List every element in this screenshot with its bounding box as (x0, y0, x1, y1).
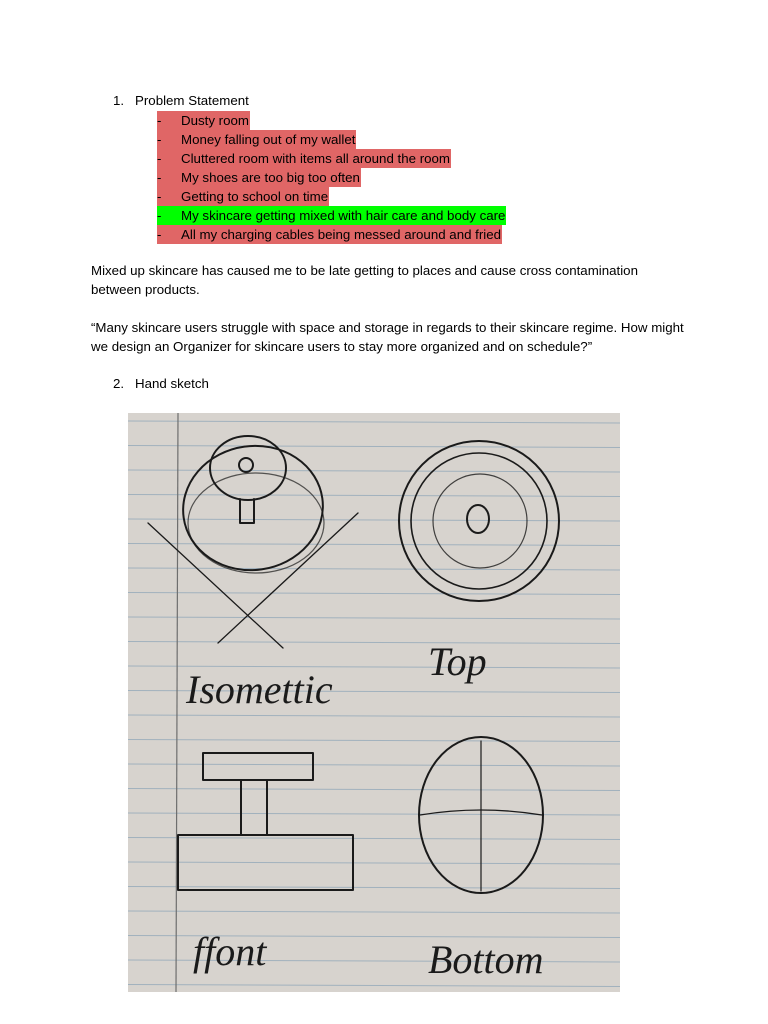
highlight (157, 206, 506, 225)
section-2-number: 2. (113, 376, 125, 391)
list-item-text: Cluttered room with items all around the room (181, 151, 451, 166)
rule-line (128, 421, 620, 423)
label-top: Top (428, 639, 487, 684)
list-item (157, 206, 506, 225)
rule-line (128, 470, 620, 472)
rule-line (128, 544, 620, 546)
hmw-statement: “Many skincare users struggle with space and storage in regards to their skincare regime. How might we design an Organizer for skincare users to stay more organized and on schedule?” (91, 320, 684, 354)
rule-line (128, 887, 620, 889)
rule-line (128, 764, 620, 766)
highlight (157, 225, 502, 244)
label-front: ffont (193, 929, 267, 974)
list-item-text: My shoes are too big too often (181, 170, 360, 185)
list-item (157, 187, 506, 206)
isometric-view (148, 436, 358, 648)
list-item (157, 130, 506, 149)
rule-line (128, 813, 620, 815)
list-item-text: All my charging cables being messed around and fried (181, 227, 502, 242)
list-item-text: Dusty room (181, 113, 249, 128)
highlight (157, 168, 361, 187)
section-1-number: 1. (113, 93, 125, 108)
list-item-text: My skincare getting mixed with hair care and body care (181, 208, 506, 223)
list-item (157, 111, 506, 130)
section-1-heading (113, 91, 249, 110)
front-view (178, 753, 353, 890)
list-item (157, 225, 506, 244)
list-item (157, 149, 506, 168)
rule-line (128, 838, 620, 840)
bullet-dash: - (157, 113, 162, 128)
highlight (157, 111, 250, 130)
label-isometric: Isomettic (186, 667, 333, 712)
hand-sketch-photo (128, 413, 620, 992)
rule-line (128, 446, 620, 448)
rule-line (128, 862, 620, 864)
rule-line (128, 593, 620, 595)
bullet-dash: - (157, 208, 162, 223)
bullet-dash: - (157, 189, 162, 204)
rule-line (128, 740, 620, 742)
rule-line (128, 617, 620, 619)
rule-line (128, 985, 620, 987)
label-bottom: Bottom (428, 937, 544, 982)
bullet-dash: - (157, 151, 162, 166)
list-item-text: Money falling out of my wallet (181, 132, 356, 147)
list-item (157, 168, 506, 187)
section-1-title: Problem Statement (135, 93, 249, 108)
rule-line (128, 715, 620, 717)
bullet-dash: - (157, 170, 162, 185)
rule-line (128, 495, 620, 497)
problem-list (157, 111, 506, 244)
context-paragraph: Mixed up skincare has caused me to be late getting to places and cause cross contamination between products. (91, 263, 638, 297)
bullet-dash: - (157, 227, 162, 242)
rule-line (128, 568, 620, 570)
sketch-drawing (128, 413, 620, 992)
list-item-text: Getting to school on time (181, 189, 329, 204)
highlight (157, 149, 451, 168)
pencil-strokes (148, 436, 559, 893)
bullet-dash: - (157, 132, 162, 147)
section-2-heading (113, 374, 209, 393)
highlight (157, 130, 356, 149)
margin-line (176, 413, 178, 992)
rule-line (128, 642, 620, 644)
rule-line (128, 911, 620, 913)
highlight (157, 187, 329, 206)
section-2-title: Hand sketch (135, 376, 209, 391)
rule-line (128, 789, 620, 791)
